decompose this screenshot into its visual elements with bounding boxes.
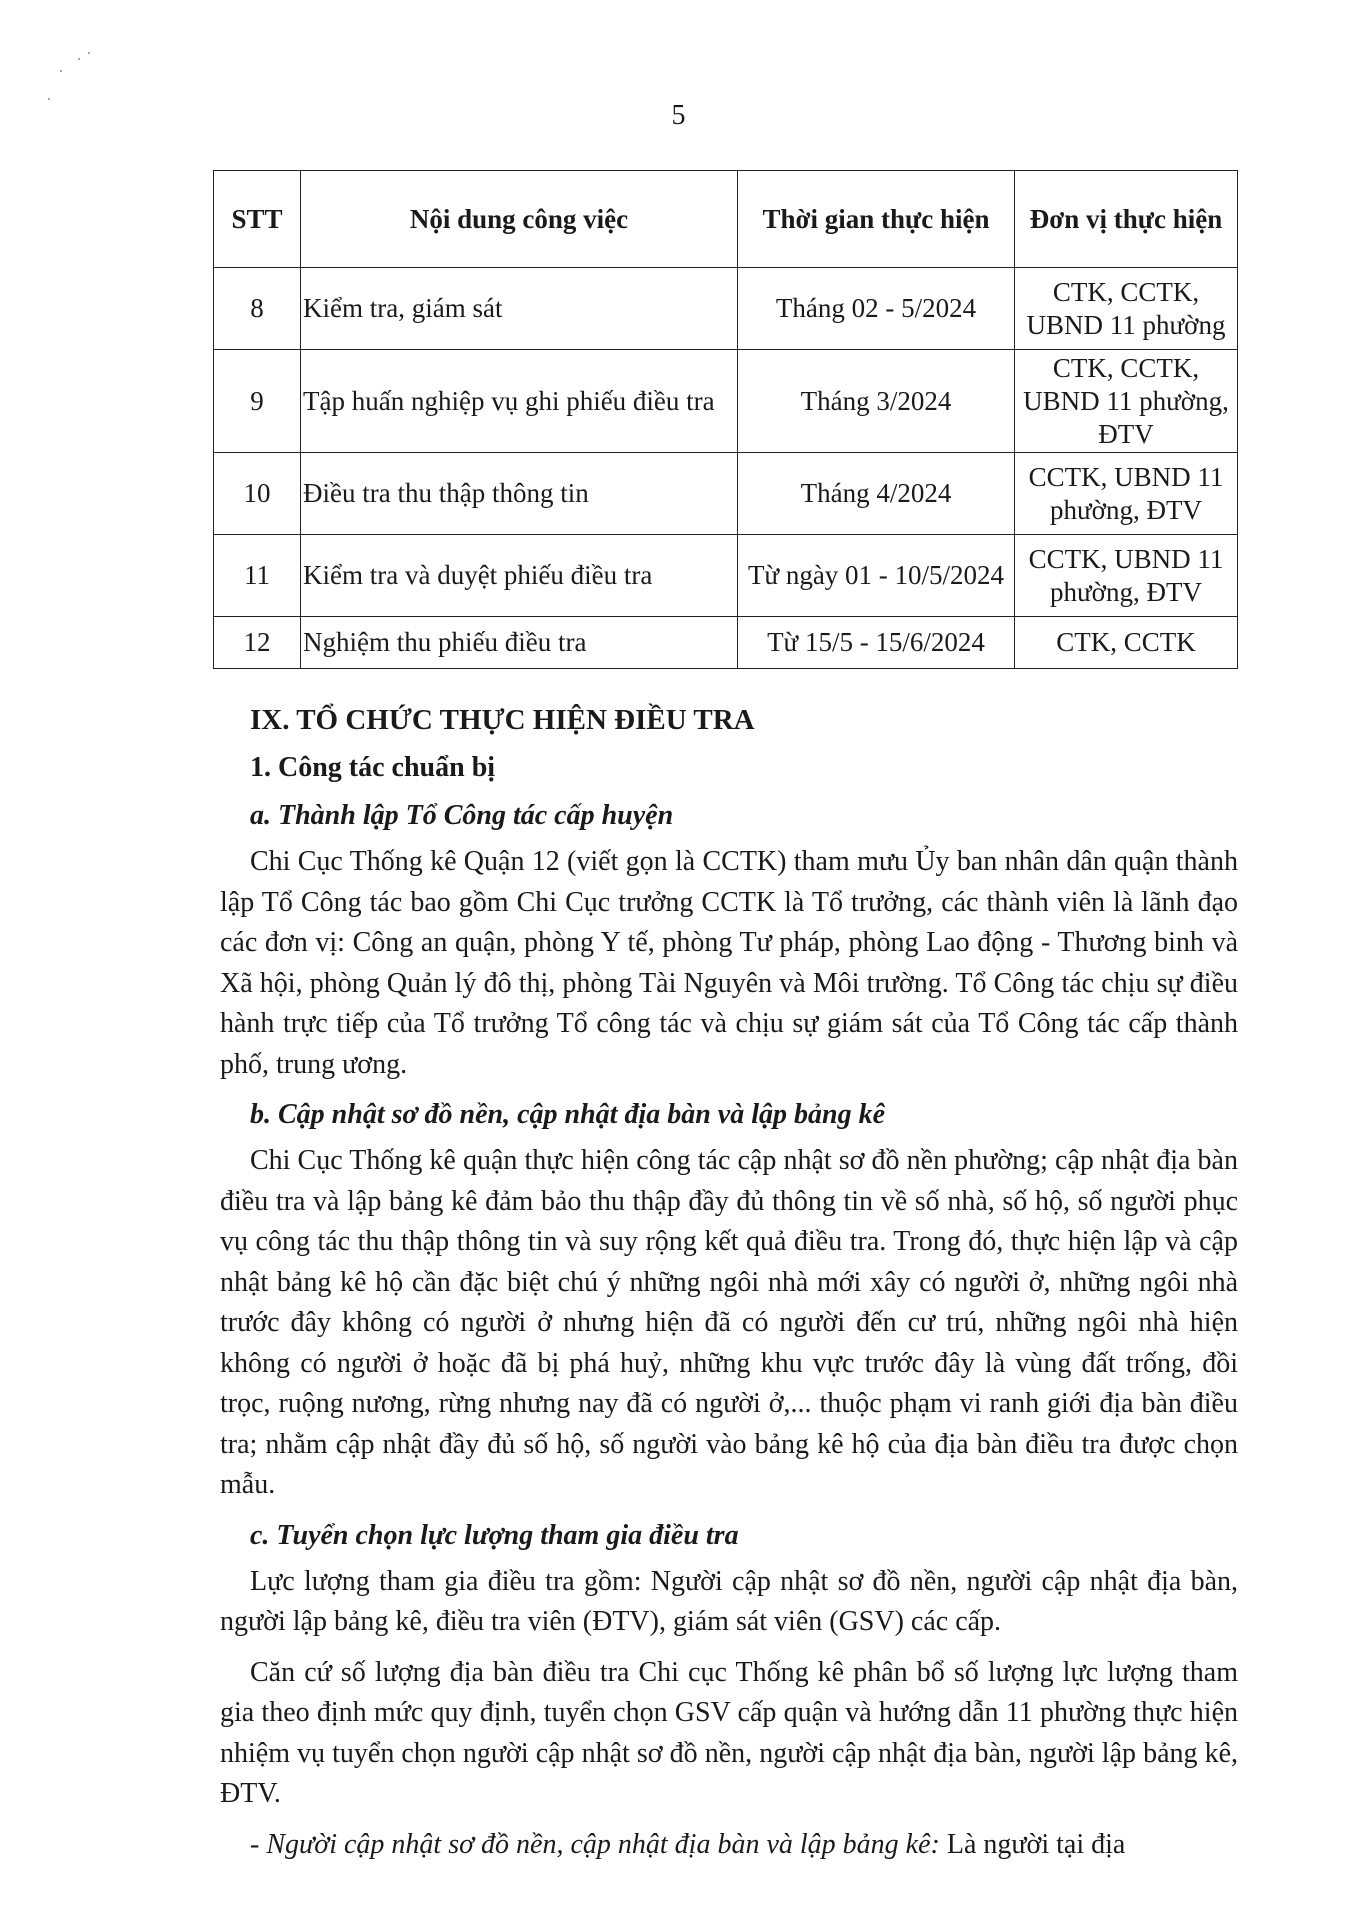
cell-content: Kiểm tra và duyệt phiếu điều tra — [301, 535, 738, 617]
header-time: Thời gian thực hiện — [738, 171, 1015, 268]
paragraph-text: Là người tại địa — [939, 1828, 1126, 1860]
cell-unit: CTK, CCTK — [1015, 617, 1238, 669]
header-unit: Đơn vị thực hiện — [1015, 171, 1238, 268]
cell-unit: CTK, CCTK, UBND 11 phường, ĐTV — [1015, 350, 1238, 453]
cell-time: Từ 15/5 - 15/6/2024 — [738, 617, 1015, 669]
cell-unit: CCTK, UBND 11 phường, ĐTV — [1015, 453, 1238, 535]
scan-speck — [88, 52, 90, 54]
table-row — [214, 268, 1238, 350]
subsection-heading-a: a. Thành lập Tổ Công tác cấp huyện — [250, 800, 674, 831]
paragraph: Chi Cục Thống kê quận thực hiện công tác cập nhật sơ đồ nền phường; cập nhật địa bàn điều tra và lập bảng kê đảm bảo thu thập đầy đủ thông tin về số nhà, số hộ, số người phục vụ công tác thu thập thông tin và suy rộng kết quả điều tra. Trong đó, thực hiện lập và cập nhật bảng kê hộ cần đặc biệt chú ý những ngôi nhà mới xây có người ở, những ngôi nhà trước đây không có người ở nhưng hiện đã có người đến cư trú, những ngôi nhà hiện không có người ở hoặc đã bị phá huỷ, những khu vực trước đây là vùng đất trống, đồi trọc, ruộng nương, rừng nhưng nay đã có người ở,... thuộc phạm vi ranh giới địa bàn điều tra; nhằm cập nhật đầy đủ số hộ, số người vào bảng kê hộ của địa bàn điều tra được chọn mẫu. — [220, 1145, 1238, 1500]
header-content: Nội dung công việc — [301, 171, 738, 268]
paragraph — [220, 1825, 1238, 1866]
header-stt: STT — [214, 171, 301, 268]
paragraph: Lực lượng tham gia điều tra gồm: Người cập nhật sơ đồ nền, người cập nhật địa bàn, người lập bảng kê, điều tra viên (ĐTV), giám sát viên (GSV) các cấp. — [220, 1565, 1238, 1637]
paragraph: Căn cứ số lượng địa bàn điều tra Chi cục Thống kê phân bổ số lượng lực lượng tham gia theo định mức quy định, tuyển chọn GSV cấp quận và hướng dẫn 11 phường thực hiện nhiệm vụ tuyển chọn người cập nhật sơ đồ nền, người cập nhật địa bàn, người lập bảng kê, ĐTV. — [220, 1656, 1238, 1809]
subsection-title: 1. Công tác chuẩn bị — [250, 752, 496, 783]
cell-content: Tập huấn nghiệp vụ ghi phiếu điều tra — [301, 350, 738, 453]
cell-time: Tháng 3/2024 — [738, 350, 1015, 453]
subsection-heading-b: b. Cập nhật sơ đồ nền, cập nhật địa bàn và lập bảng kê — [250, 1099, 886, 1130]
cell-time: Tháng 4/2024 — [738, 453, 1015, 535]
cell-stt: 11 — [214, 535, 301, 617]
cell-time: Tháng 02 - 5/2024 — [738, 268, 1015, 350]
cell-unit: CTK, CCTK, UBND 11 phường — [1015, 268, 1238, 350]
section-title: IX. TỔ CHỨC THỰC HIỆN ĐIỀU TRA — [250, 704, 755, 736]
document-body — [220, 700, 1238, 1865]
cell-unit: CCTK, UBND 11 phường, ĐTV — [1015, 535, 1238, 617]
paragraph: Chi Cục Thống kê Quận 12 (viết gọn là CCTK) tham mưu Ủy ban nhân dân quận thành lập Tổ Công tác bao gồm Chi Cục trưởng CCTK là Tổ trưởng, các thành viên là lãnh đạo các đơn vị: Công an quận, phòng Y tế, phòng Tư pháp, phòng Lao động - Thương binh và Xã hội, phòng Quản lý đô thị, phòng Tài Nguyên và Môi trường. Tổ Công tác chịu sự điều hành trực tiếp của Tổ trưởng Tổ công tác và chịu sự giám sát của Tổ Công tác cấp thành phố, trung ương. — [220, 846, 1238, 1080]
cell-time: Từ ngày 01 - 10/5/2024 — [738, 535, 1015, 617]
paragraph-italic-lead: - Người cập nhật sơ đồ nền, cập nhật địa bàn và lập bảng kê: — [250, 1828, 940, 1860]
table-row — [214, 617, 1238, 669]
cell-stt: 10 — [214, 453, 301, 535]
table-row — [214, 350, 1238, 453]
cell-content: Điều tra thu thập thông tin — [301, 453, 738, 535]
cell-stt: 12 — [214, 617, 301, 669]
scan-speck — [60, 70, 62, 72]
table-row — [214, 535, 1238, 617]
table-row — [214, 453, 1238, 535]
scan-speck — [78, 58, 80, 60]
work-schedule-table — [213, 170, 1238, 669]
cell-stt: 8 — [214, 268, 301, 350]
page-number: 5 — [671, 100, 686, 131]
cell-stt: 9 — [214, 350, 301, 453]
cell-content: Kiểm tra, giám sát — [301, 268, 738, 350]
subsection-heading-c: c. Tuyển chọn lực lượng tham gia điều tra — [250, 1519, 739, 1551]
table-header-row — [214, 171, 1238, 268]
cell-content: Nghiệm thu phiếu điều tra — [301, 617, 738, 669]
